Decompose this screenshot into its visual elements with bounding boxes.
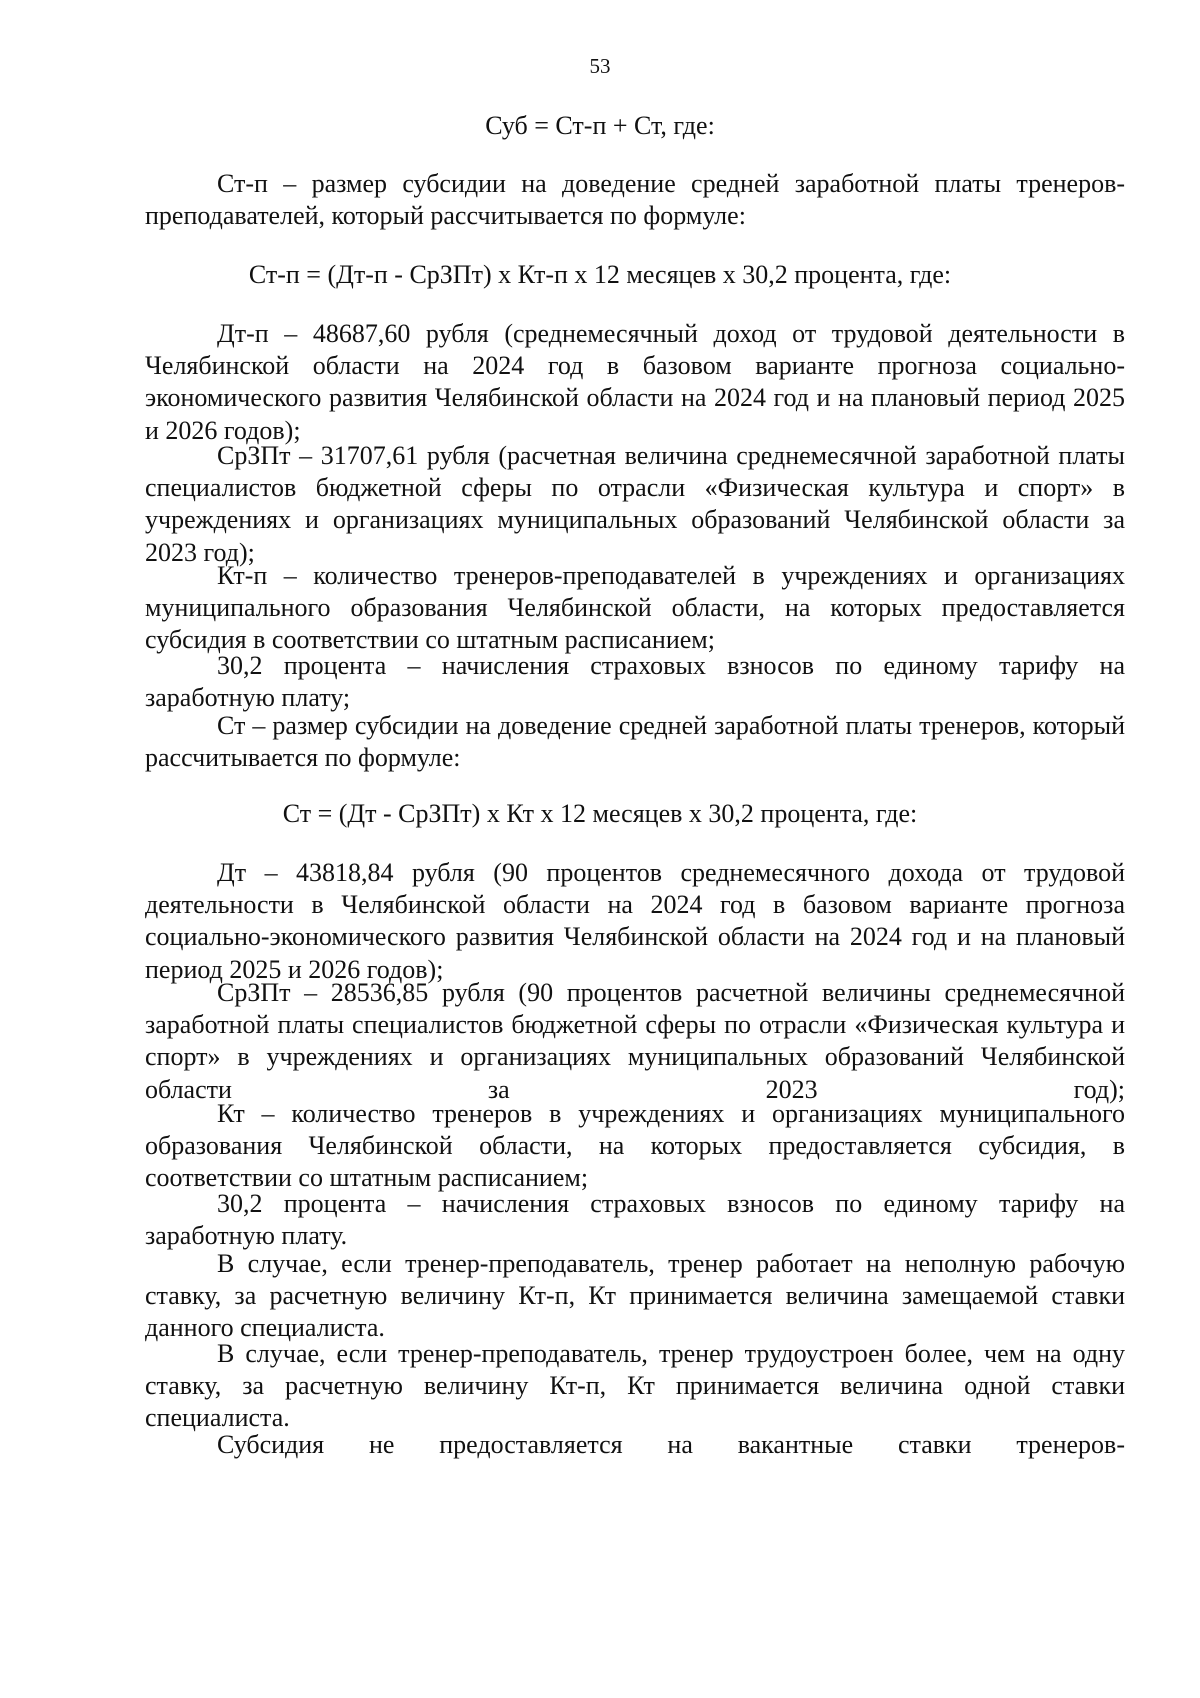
paragraph-insurance-rate-1: 30,2 процента – начисления страховых взносов по единому тарифу на заработную плату; bbox=[145, 651, 1125, 713]
formula-stp: Ст-п = (Дт-п - СрЗПт) х Кт-п х 12 месяцев х 30,2 процента, где: bbox=[248, 260, 952, 289]
paragraph-srzpt-1: СрЗПт – 31707,61 рубля (расчетная величина среднемесячной заработной платы специалистов бюджетной сферы по отрасли «Физическая культура и спорт» в учреждениях и организациях муниципальных образований Челябинской области за 2023 год); bbox=[145, 441, 1125, 567]
page-number: 53 bbox=[589, 54, 611, 78]
formula-st: Ст = (Дт - СрЗПт) х Кт х 12 месяцев х 30,2 процента, где: bbox=[282, 799, 918, 828]
paragraph-part-time: В случае, если тренер-преподаватель, тренер работает на неполную рабочую ставку, за расчетную величину Кт-п, Кт принимается величина замещаемой ставки данного специалиста. bbox=[145, 1249, 1125, 1343]
paragraph-insurance-rate-2: 30,2 процента – начисления страховых взносов по единому тарифу на заработную плату. bbox=[145, 1189, 1125, 1251]
paragraph-st-definition: Ст – размер субсидии на доведение средней заработной платы тренеров, который рассчитывается по формуле: bbox=[145, 711, 1125, 773]
paragraph-ktp: Кт-п – количество тренеров-преподавателей в учреждениях и организациях муниципального образования Челябинской области, на которых предоставляется субсидия в соответствии со штатным расписанием; bbox=[145, 561, 1125, 655]
paragraph-kt: Кт – количество тренеров в учреждениях и организациях муниципального образования Челябинской области, на которых предоставляется субсидия, в соответствии со штатным расписанием; bbox=[145, 1099, 1125, 1193]
paragraph-dt: Дт – 43818,84 рубля (90 процентов среднемесячного дохода от трудовой деятельности в Челябинской области на 2024 год в базовом варианте прогноза социально-экономического развития Челябинской области на 2024 год и на плановый период 2025 и 2026 годов); bbox=[145, 858, 1125, 984]
paragraph-srzpt-2: СрЗПт – 28536,85 рубля (90 процентов расчетной величины среднемесячной заработной платы специалистов бюджетной сферы по отрасли «Физическая культура и спорт» в учреждениях и организациях муниципальных образований Челябинской области за 2023 год); bbox=[145, 978, 1125, 1104]
paragraph-multiple-rates: В случае, если тренер-преподаватель, тренер трудоустроен более, чем на одну ставку, за расчетную величину Кт-п, Кт принимается величина одной ставки специалиста. bbox=[145, 1339, 1125, 1433]
paragraph-vacant-rates: Субсидия не предоставляется на вакантные ставки тренеров- bbox=[217, 1430, 1125, 1459]
formula-subsidy-total: Суб = Ст-п + Ст, где: bbox=[485, 111, 715, 140]
paragraph-stp-definition: Ст-п – размер субсидии на доведение средней заработной платы тренеров-преподавателей, который рассчитывается по формуле: bbox=[145, 169, 1125, 231]
paragraph-dtp: Дт-п – 48687,60 рубля (среднемесячный доход от трудовой деятельности в Челябинской области на 2024 год в базовом варианте прогноза социально-экономического развития Челябинской области на 2024 год и на плановый период 2025 и 2026 годов); bbox=[145, 319, 1125, 445]
